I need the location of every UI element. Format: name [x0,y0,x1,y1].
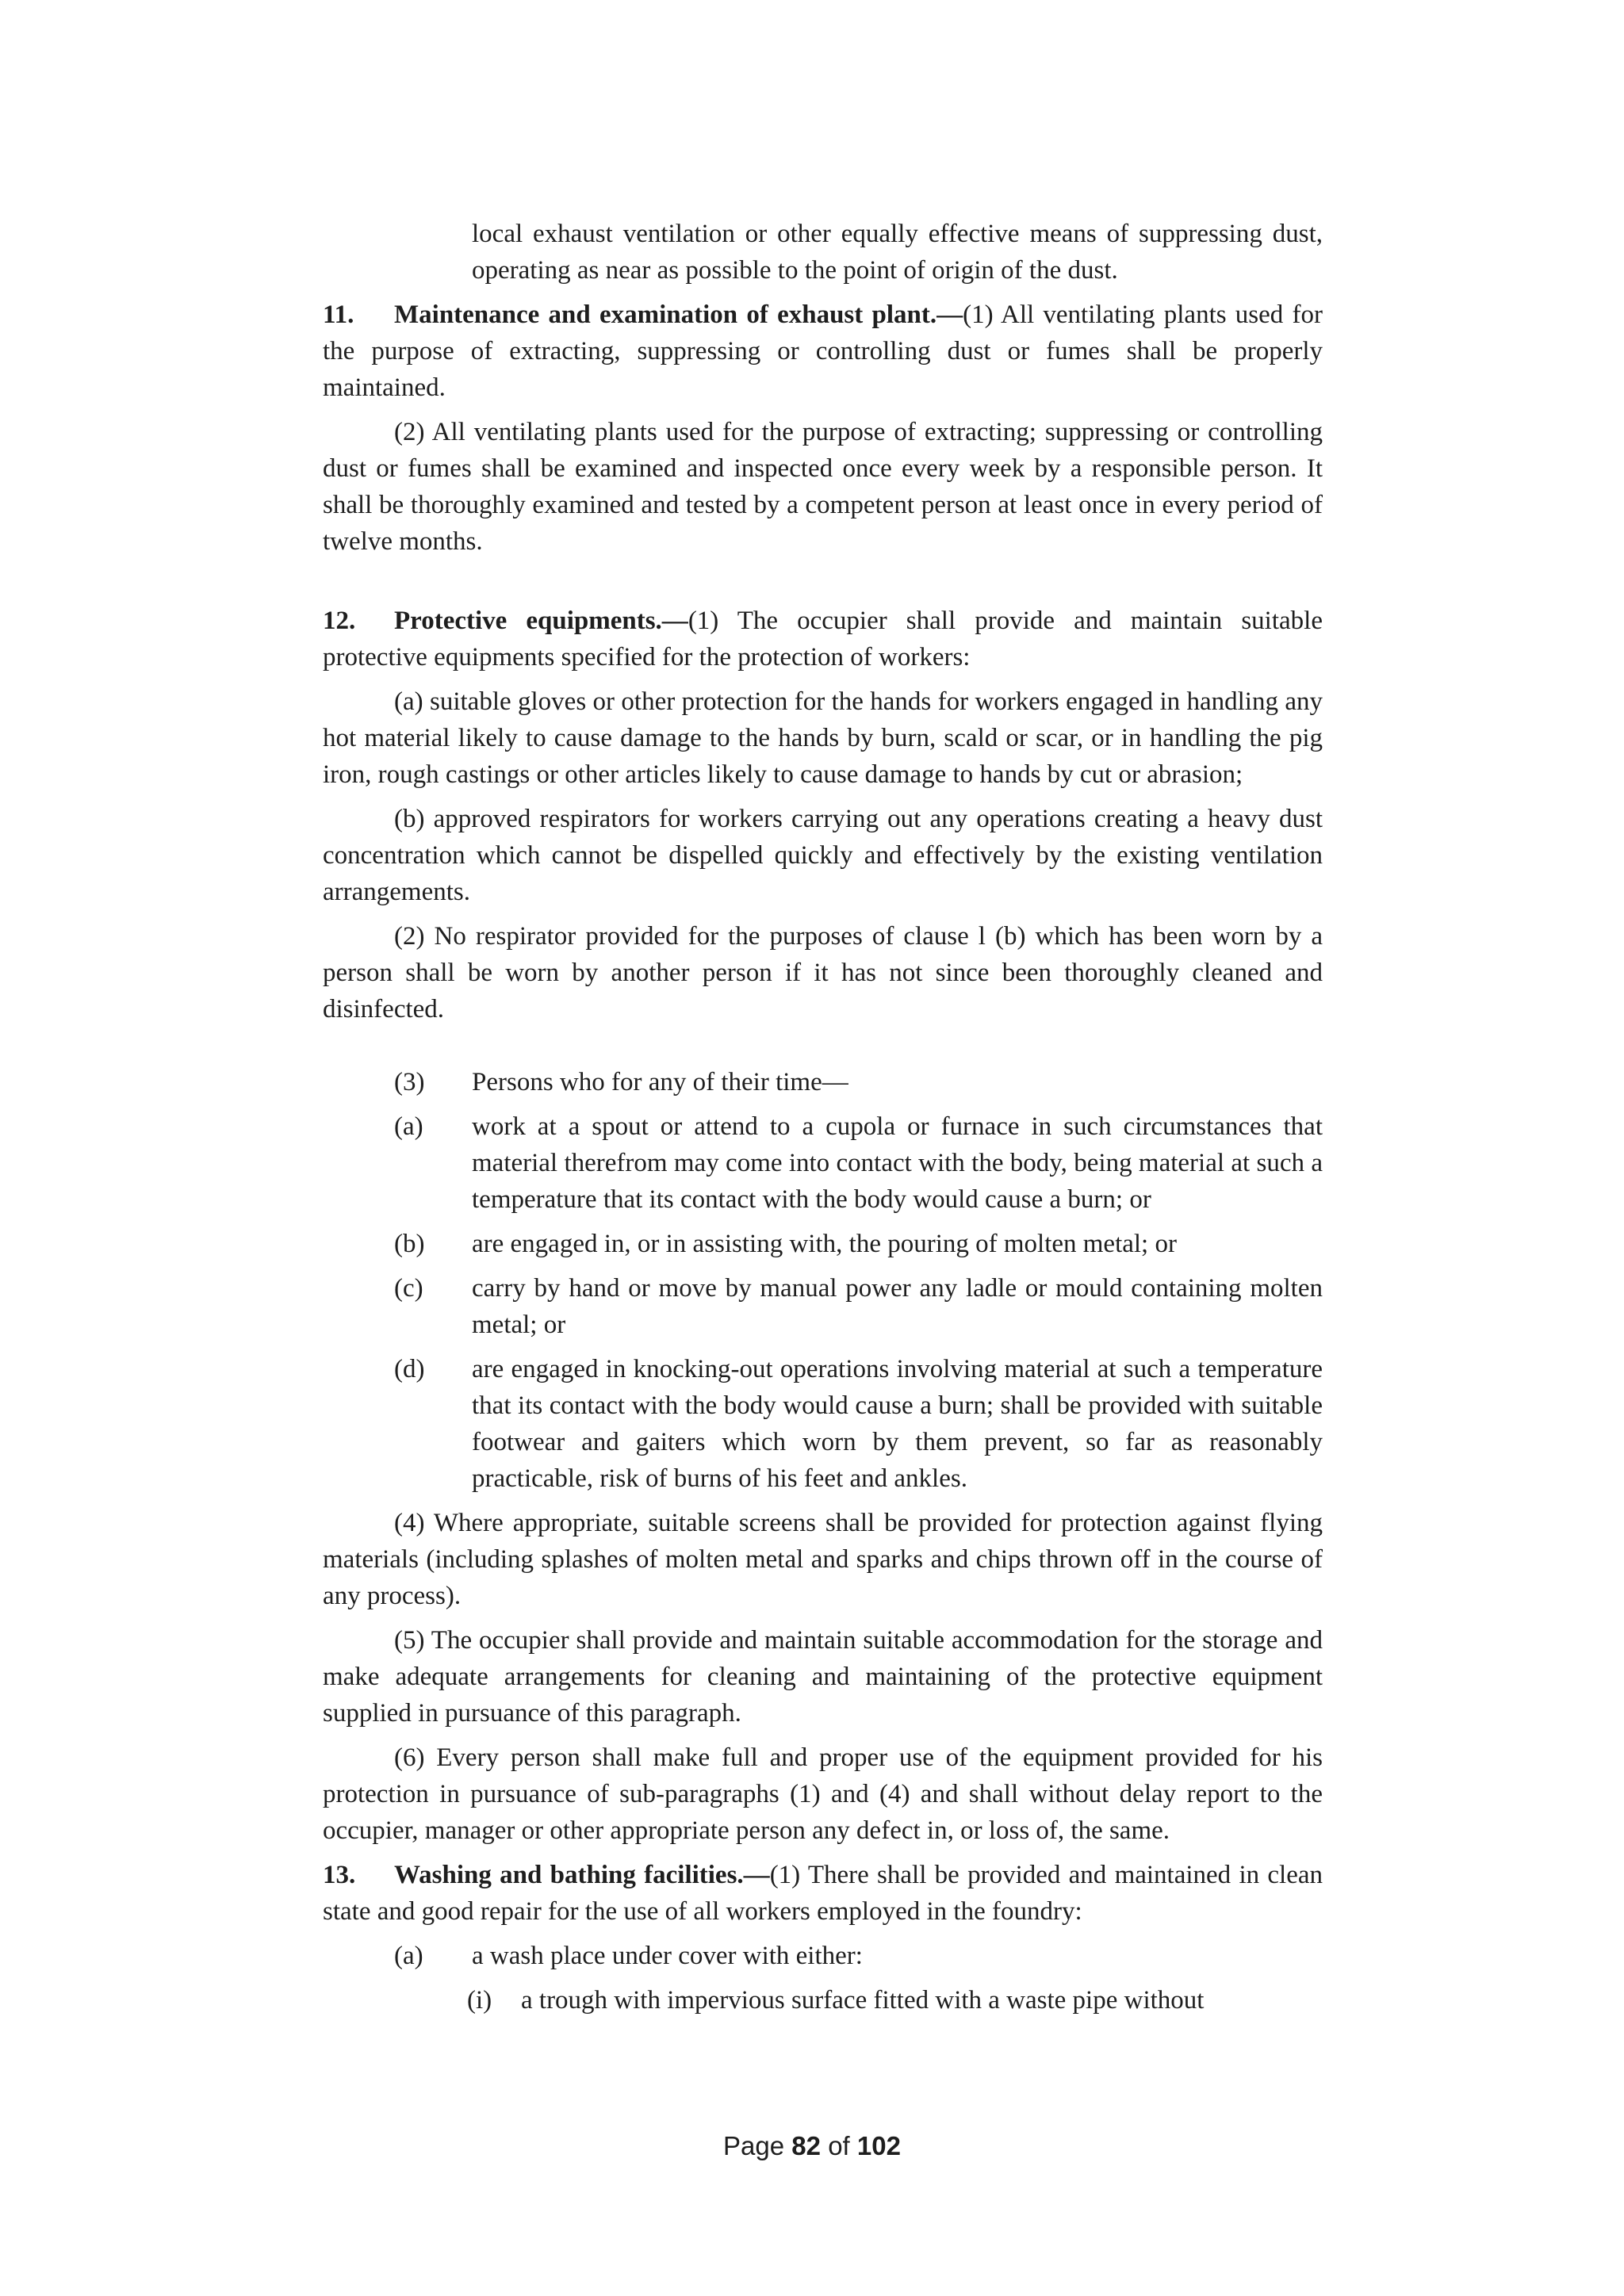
section-text: (1) There shall be provided and maintained in clean state and good repair for the use of all workers employed in the foundry: [323,1861,1323,1926]
item-text: are engaged in knocking-out operations involving material at such a temperature that its contact with the body would cause a burn; shall be provided with suitable footwear and gaiters which worn by them prevent, so far as reasonably practicable, risk of burns of his feet and ankles. [472,1355,1323,1493]
section-12 [323,603,1323,675]
item-label: (a) [394,1942,423,1970]
section-12-para-2: (2) No respirator provided for the purposes of clause l (b) which has been worn by a person shall be worn by another person if it has not since been thoroughly cleaned and disinfected. [323,922,1323,1024]
page-footer [0,2131,1624,2161]
current-page-number: 82 [791,2131,822,2160]
list-item [323,1270,1323,1343]
section-11 [323,297,1323,406]
section-number: 12. [323,607,356,635]
item-label: (a) [394,1112,423,1141]
para-label: (3) [394,1068,425,1096]
section-12-para-3 [323,1064,1323,1100]
section-heading: Maintenance and examination of exhaust plant.— [394,300,963,329]
section-heading: Washing and bathing facilities.— [394,1861,770,1889]
section-12-clause-a: (a) suitable gloves or other protection for the hands for workers engaged in handling any hot material likely to cause damage to the hands by burn, scald or scar, or in handling the pig iron, rough castings or other articles likely to cause damage to hands by cut or abrasion; [323,687,1323,789]
footer-prefix: Page [723,2131,785,2160]
list-item [323,1351,1323,1497]
section-text: (1) All ventilating plants used for the purpose of extracting, suppressing or controlling dust or fumes shall be properly maintained. [323,300,1323,402]
section-13-subclause-i [323,1982,1323,2019]
continued-paragraph: local exhaust ventilation or other equally effective means of suppressing dust, operating as near as possible to the point of origin of the dust. [472,220,1323,285]
item-text: a wash place under cover with either: [472,1942,863,1970]
section-12-para-5: (5) The occupier shall provide and maintain suitable accommodation for the storage and make adequate arrangements for cleaning and maintaining of the protective equipment supplied in pursuance of this paragraph. [323,1626,1323,1728]
section-13-clause-a [323,1938,1323,1974]
section-13 [323,1857,1323,1930]
item-label: (i) [467,1986,492,2015]
section-heading: Protective equipments.— [394,607,688,635]
section-number: 13. [323,1861,356,1889]
item-text: carry by hand or move by manual power any ladle or mould containing molten metal; or [472,1274,1323,1339]
footer-separator: of [828,2131,850,2160]
section-number: 11. [323,300,354,329]
item-text: are engaged in, or in assisting with, the pouring of molten metal; or [472,1230,1177,1258]
section-12-para-6: (6) Every person shall make full and proper use of the equipment provided for his protection in pursuance of sub-paragraphs (1) and (4) and shall without delay report to the occupier, manager or other appropriate person any defect in, or loss of, the same. [323,1743,1323,1845]
section-12-clause-b: (b) approved respirators for workers carrying out any operations creating a heavy dust concentration which cannot be dispelled quickly and effectively by the existing ventilation arrangements. [323,805,1323,906]
item-label: (d) [394,1355,425,1383]
para-text: Persons who for any of their time— [472,1068,848,1096]
list-item [323,1226,1323,1262]
section-12-para-4: (4) Where appropriate, suitable screens shall be provided for protection against flying materials (including splashes of molten metal and sparks and chips thrown off in the course of any process). [323,1509,1323,1610]
total-page-count: 102 [856,2131,901,2160]
item-text: work at a spout or attend to a cupola or furnace in such circumstances that material therefrom may come into contact with the body, being material at such a temperature that its contact with the body would cause a burn; or [472,1112,1323,1214]
item-label: (b) [394,1230,425,1258]
section-11-para-2: (2) All ventilating plants used for the purpose of extracting; suppressing or controlling dust or fumes shall be examined and inspected once every week by a responsible person. It shall be thoroughly examined and tested by a competent person at least once in every period of twelve months. [323,418,1323,556]
item-label: (c) [394,1274,423,1303]
item-text: a trough with impervious surface fitted with a waste pipe without [521,1986,1205,2015]
section-text: (1) The occupier shall provide and maintain suitable protective equipments specified for the protection of workers: [323,607,1323,672]
document-page [323,216,1323,2019]
list-item [323,1108,1323,1218]
